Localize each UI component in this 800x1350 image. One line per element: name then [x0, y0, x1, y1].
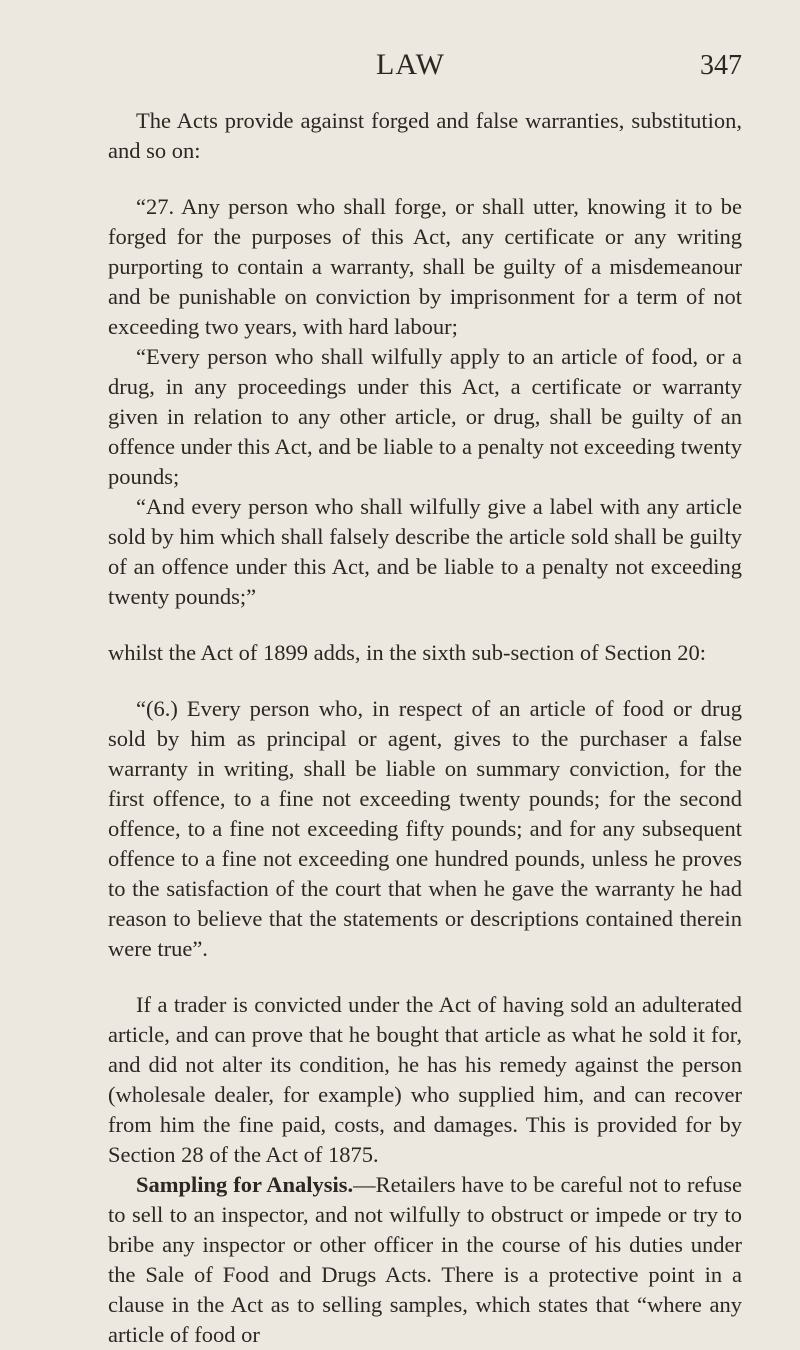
- page-number: 347: [700, 50, 742, 81]
- sampling-text: —Retailers have to be careful not to refuse to sell to an inspector, and not wilfully to obstruct or impede or try to bribe any inspector or other officer in the course of his duties under the Sale of Food and Drugs Acts. There is a protective point in a clause in the Act as to selling samples, which states that “where any article of food or: [108, 1172, 742, 1347]
- sampling-heading: Sampling for Analysis.: [136, 1172, 354, 1197]
- quoted-false-label: “And every person who shall wilfully give a label with any article sold by him which shall falsely describe the article sold shall be guilty of an offence under this Act, and be liable to a penalty not exceeding twenty pounds;”: [108, 494, 742, 609]
- quoted-subsection-6: “(6.) Every person who, in respect of an article of food or drug sold by him as principal or agent, gives to the purchaser a false warranty in writing, shall be liable on summary conviction, for the first offence, to a fine not exceeding twenty pounds; for the second offence, to a fine not exceeding fifty pounds; and for any subsequent offence to a fine not exceeding one hundred pounds, unless he proves to the satisfaction of the court that when he gave the warranty he had reason to believe that the statements or descriptions contained therein were true”.: [108, 696, 742, 961]
- intro-paragraph: The Acts provide against forged and false warranties, substitution, and so on:: [108, 108, 742, 163]
- quoted-wilful-apply: “Every person who shall wilfully apply to an article of food, or a drug, in any proceedings under this Act, a certificate or warranty given in relation to any other article, or drug, shall be guilty of an offence under this Act, and be liable to a penalty not exceeding twenty pounds;: [108, 344, 742, 489]
- whilst-paragraph: whilst the Act of 1899 adds, in the sixth sub-section of Section 20:: [108, 640, 707, 665]
- document-page: [0, 48, 800, 1347]
- trader-paragraph: If a trader is convicted under the Act of having sold an adulterated article, and can prove that he bought that article as what he sold it for, and did not alter its condition, he has his remedy against the person (wholesale dealer, for example) who supplied him, and can recover from him the fine paid, costs, and damages. This is provided for by Section 28 of the Act of 1875.: [108, 992, 742, 1167]
- running-head: [108, 48, 742, 92]
- sampling-paragraph: [108, 1170, 742, 1350]
- running-head-title: LAW: [376, 48, 445, 81]
- quoted-section-27: “27. Any person who shall forge, or shall utter, knowing it to be forged for the purposes of this Act, any certificate or any writing purporting to contain a warranty, shall be guilty of a misdemeanour and be punishable on conviction by imprisonment for a term of not exceeding two years, with hard labour;: [108, 194, 742, 339]
